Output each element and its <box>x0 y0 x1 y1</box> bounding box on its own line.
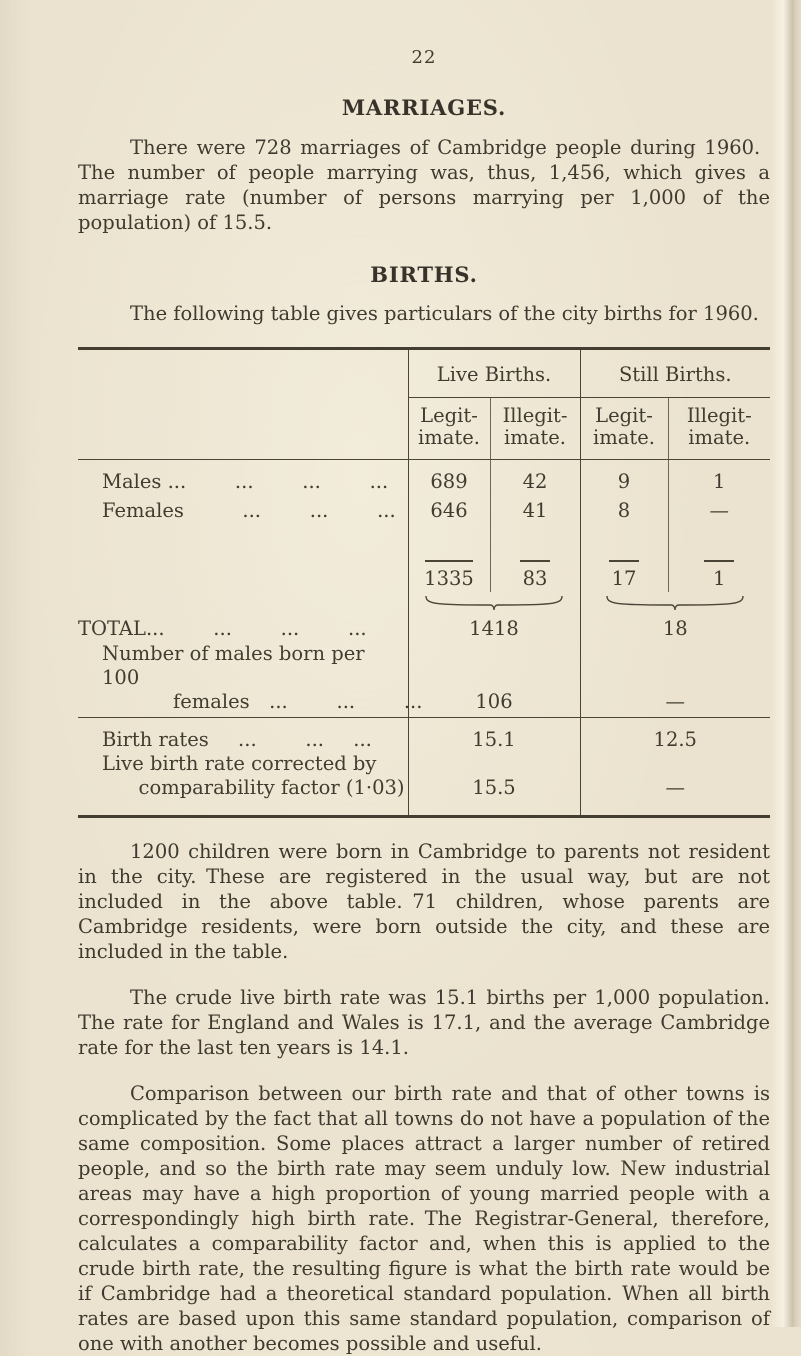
paragraph-rate-comparison: Comparison between our birth rate and that of other towns is complicated by the fact that all towns do not have a population of the same composition. Some places attract a larger number of retired people, and so the birth rate may seem unduly low. New industrial areas may have a high proportion of young married people with a correspondingly high birth rate. The Registrar-General, therefore, calculates a comparability factor and, when this is applied to the crude birth rate, the resulting figure is what the birth rate would be if Cambridge had a theoretical standard population. When all birth rates are based upon this same standard population, comparison of one with another becomes possible and useful. <box>78 1082 770 1355</box>
total-live-births: 1418 <box>408 615 580 642</box>
page-edge-shadow <box>771 0 801 1327</box>
corrected-rate-live: 15.5 <box>408 752 580 817</box>
males-still-legitimate: 9 <box>580 460 668 497</box>
subheader-live-legitimate: Legit- imate. <box>408 398 490 460</box>
birth-rate-live: 15.1 <box>408 718 580 753</box>
subtotal-still-illegitimate: 1 <box>713 567 726 590</box>
males-per-100-still: — <box>580 642 770 718</box>
marriages-paragraph: There were 728 marriages of Cambridge people during 1960. The number of people marrying was, thus, 1,456, which gives a marriage rate (number of persons marrying per 1,000 of the population) of 15.5. <box>78 136 770 234</box>
males-per-100-live: 106 <box>408 642 580 718</box>
corrected-label-line2: comparability factor (1·03) <box>138 776 405 799</box>
subtotal-still-legitimate: 17 <box>580 562 668 592</box>
males-still-illegitimate: 1 <box>713 470 726 493</box>
row-males-per-100-females <box>78 642 770 718</box>
birth-rate-still: 12.5 <box>653 728 697 751</box>
subtotal-live-illegitimate: 83 <box>490 562 580 592</box>
subheader-still-legitimate: Legit- imate. <box>580 398 668 460</box>
births-intro: The following table gives particulars of the city births for 1960. <box>130 302 759 325</box>
row-males <box>78 460 770 497</box>
page-number: 22 <box>411 47 437 68</box>
row-females <box>78 496 770 525</box>
females-still-legitimate: 8 <box>580 496 668 525</box>
males-per-100-label-line2: females ... ... ... <box>173 690 423 713</box>
sum-rule-row <box>78 551 770 562</box>
total-label: TOTAL... ... ... ... <box>78 615 408 642</box>
births-table <box>78 347 770 818</box>
males-per-100-label-line1: Number of males born per 100 <box>102 642 365 689</box>
females-label: Females ... ... ... <box>78 496 408 525</box>
births-heading: BIRTHS. <box>370 262 478 287</box>
females-live-illegitimate: 41 <box>490 496 580 525</box>
corrected-rate-still: — <box>665 776 685 799</box>
corrected-label-line1: Live birth rate corrected by <box>102 752 377 775</box>
col-group-live-births: Live Births. <box>408 349 580 398</box>
scanned-page <box>78 0 770 1356</box>
underbrace-still-births <box>604 595 746 612</box>
paragraph-non-resident-births: 1200 children were born in Cambridge to parents not resident in the city. These are registered in the usual way, but are not included in the above table. 71 children, whose parents are Cambridge residents, were born outside the city, and these are included in the table. <box>78 840 770 963</box>
spacer-row <box>78 525 770 551</box>
row-total <box>78 615 770 642</box>
total-still-births: 18 <box>662 617 688 640</box>
subtotal-live-legitimate: 1335 <box>408 562 490 592</box>
females-still-illegitimate: — <box>709 499 729 522</box>
row-birth-rates <box>78 718 770 753</box>
row-corrected-birth-rate <box>78 752 770 817</box>
males-live-illegitimate: 42 <box>490 460 580 497</box>
subheader-live-illegitimate: Illegit- imate. <box>490 398 580 460</box>
col-group-still-births: Still Births. <box>580 349 770 398</box>
marriages-heading: MARRIAGES. <box>341 95 507 120</box>
row-subtotals <box>78 562 770 592</box>
males-live-legitimate: 689 <box>408 460 490 497</box>
underbrace-live-births <box>423 595 565 612</box>
paragraph-crude-birth-rate: The crude live birth rate was 15.1 births per 1,000 population. The rate for England and Wales is 17.1, and the average Cambridge rate for the last ten years is 14.1. <box>78 986 770 1059</box>
subheader-still-illegitimate: Illegit- imate. <box>668 398 770 460</box>
birth-rates-label: Birth rates ... ... ... <box>78 718 408 753</box>
females-live-legitimate: 646 <box>408 496 490 525</box>
table-group-header-row <box>78 349 770 398</box>
males-label: Males ... ... ... ... <box>78 460 408 497</box>
brace-row <box>78 592 770 615</box>
stub-header-cell <box>78 349 408 460</box>
